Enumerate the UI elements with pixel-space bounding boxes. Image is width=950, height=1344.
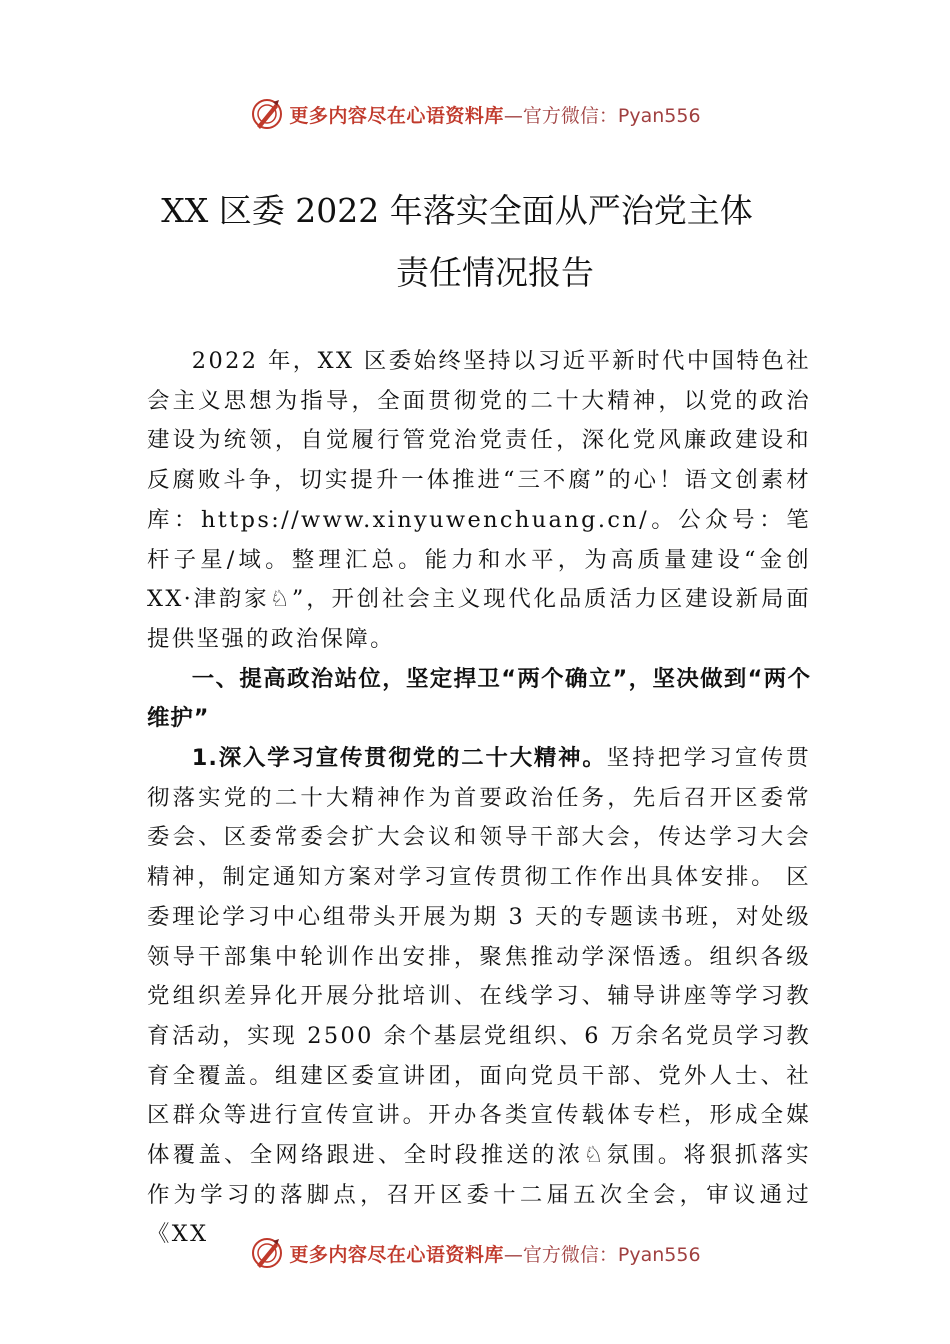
banner-left-text: 更多内容尽在心语资料库 — [289, 1243, 504, 1266]
subsection-lead-1: 1.深入学习宣传贯彻党的二十大精神。 — [191, 745, 607, 772]
intro-paragraph: 2022 年，XX 区委始终坚持以习近平新时代中国特色社会主义思想为指导，全面贯彻党的二十大精神，以党的政治建设为统领，自觉履行管党治党责任，深化党风廉政建设和反腐败斗争，切实提升一体推进“三不腐”的心！语文创素材库：https://www.xinyuwenchuang.cn/。公众号：笔杆子星/域。整理汇总。能力和水平，为高质量建设“金创 XX·津韵家♘”，开创社会主义现代化品质活力区建设新局面提供坚强的政治保障。 — [147, 348, 811, 652]
banner-left-text: 更多内容尽在心语资料库 — [289, 104, 504, 127]
document-body — [147, 342, 811, 1255]
pen-logo-icon — [249, 96, 285, 132]
doc-title-line2: 责任情况报告 — [396, 253, 594, 292]
banner-right-text: —官方微信：Pyan556 — [503, 104, 701, 127]
banner-right-text: —官方微信：Pyan556 — [503, 1243, 701, 1266]
subsection-paragraph-1 — [147, 739, 811, 1255]
pen-logo-icon — [249, 1235, 285, 1271]
watermark-banner-top — [0, 92, 950, 136]
section-heading-1: 一、提高政治站位，坚定捍卫“两个确立”，坚决做到“两个维护” — [147, 665, 811, 732]
doc-title-line1: XX 区委 2022 年落实全面从严治党主体 — [161, 191, 753, 230]
subsection-text-1: 坚持把学习宣传贯彻落实党的二十大精神作为首要政治任务，先后召开区委常委会、区委常委会扩大会议和领导干部大会，传达学习大会精神，制定通知方案对学习宣传贯彻工作作出具体安排。 区委理论学习中心组带头开展为期 3 天的专题读书班，对处级领导干部集中轮训作出安排，聚焦推动学深悟透。组织各级党组织差异化开展分批培训、在线学习、辅导讲座等学习教育活动，实现 2500 余个基层党组织、6 万余名党员学习教育全覆盖。组建区委宣讲团，面向党员干部、党外人士、社区群众等进行宣传宣讲。开办各类宣传载体专栏，形成全媒体覆盖、全网络跟进、全时段推送的浓♘氛围。将狠抓落实作为学习的落脚点，召开区委十二届五次全会，审议通过《XX — [147, 745, 812, 1248]
watermark-banner-bottom — [0, 1231, 950, 1275]
